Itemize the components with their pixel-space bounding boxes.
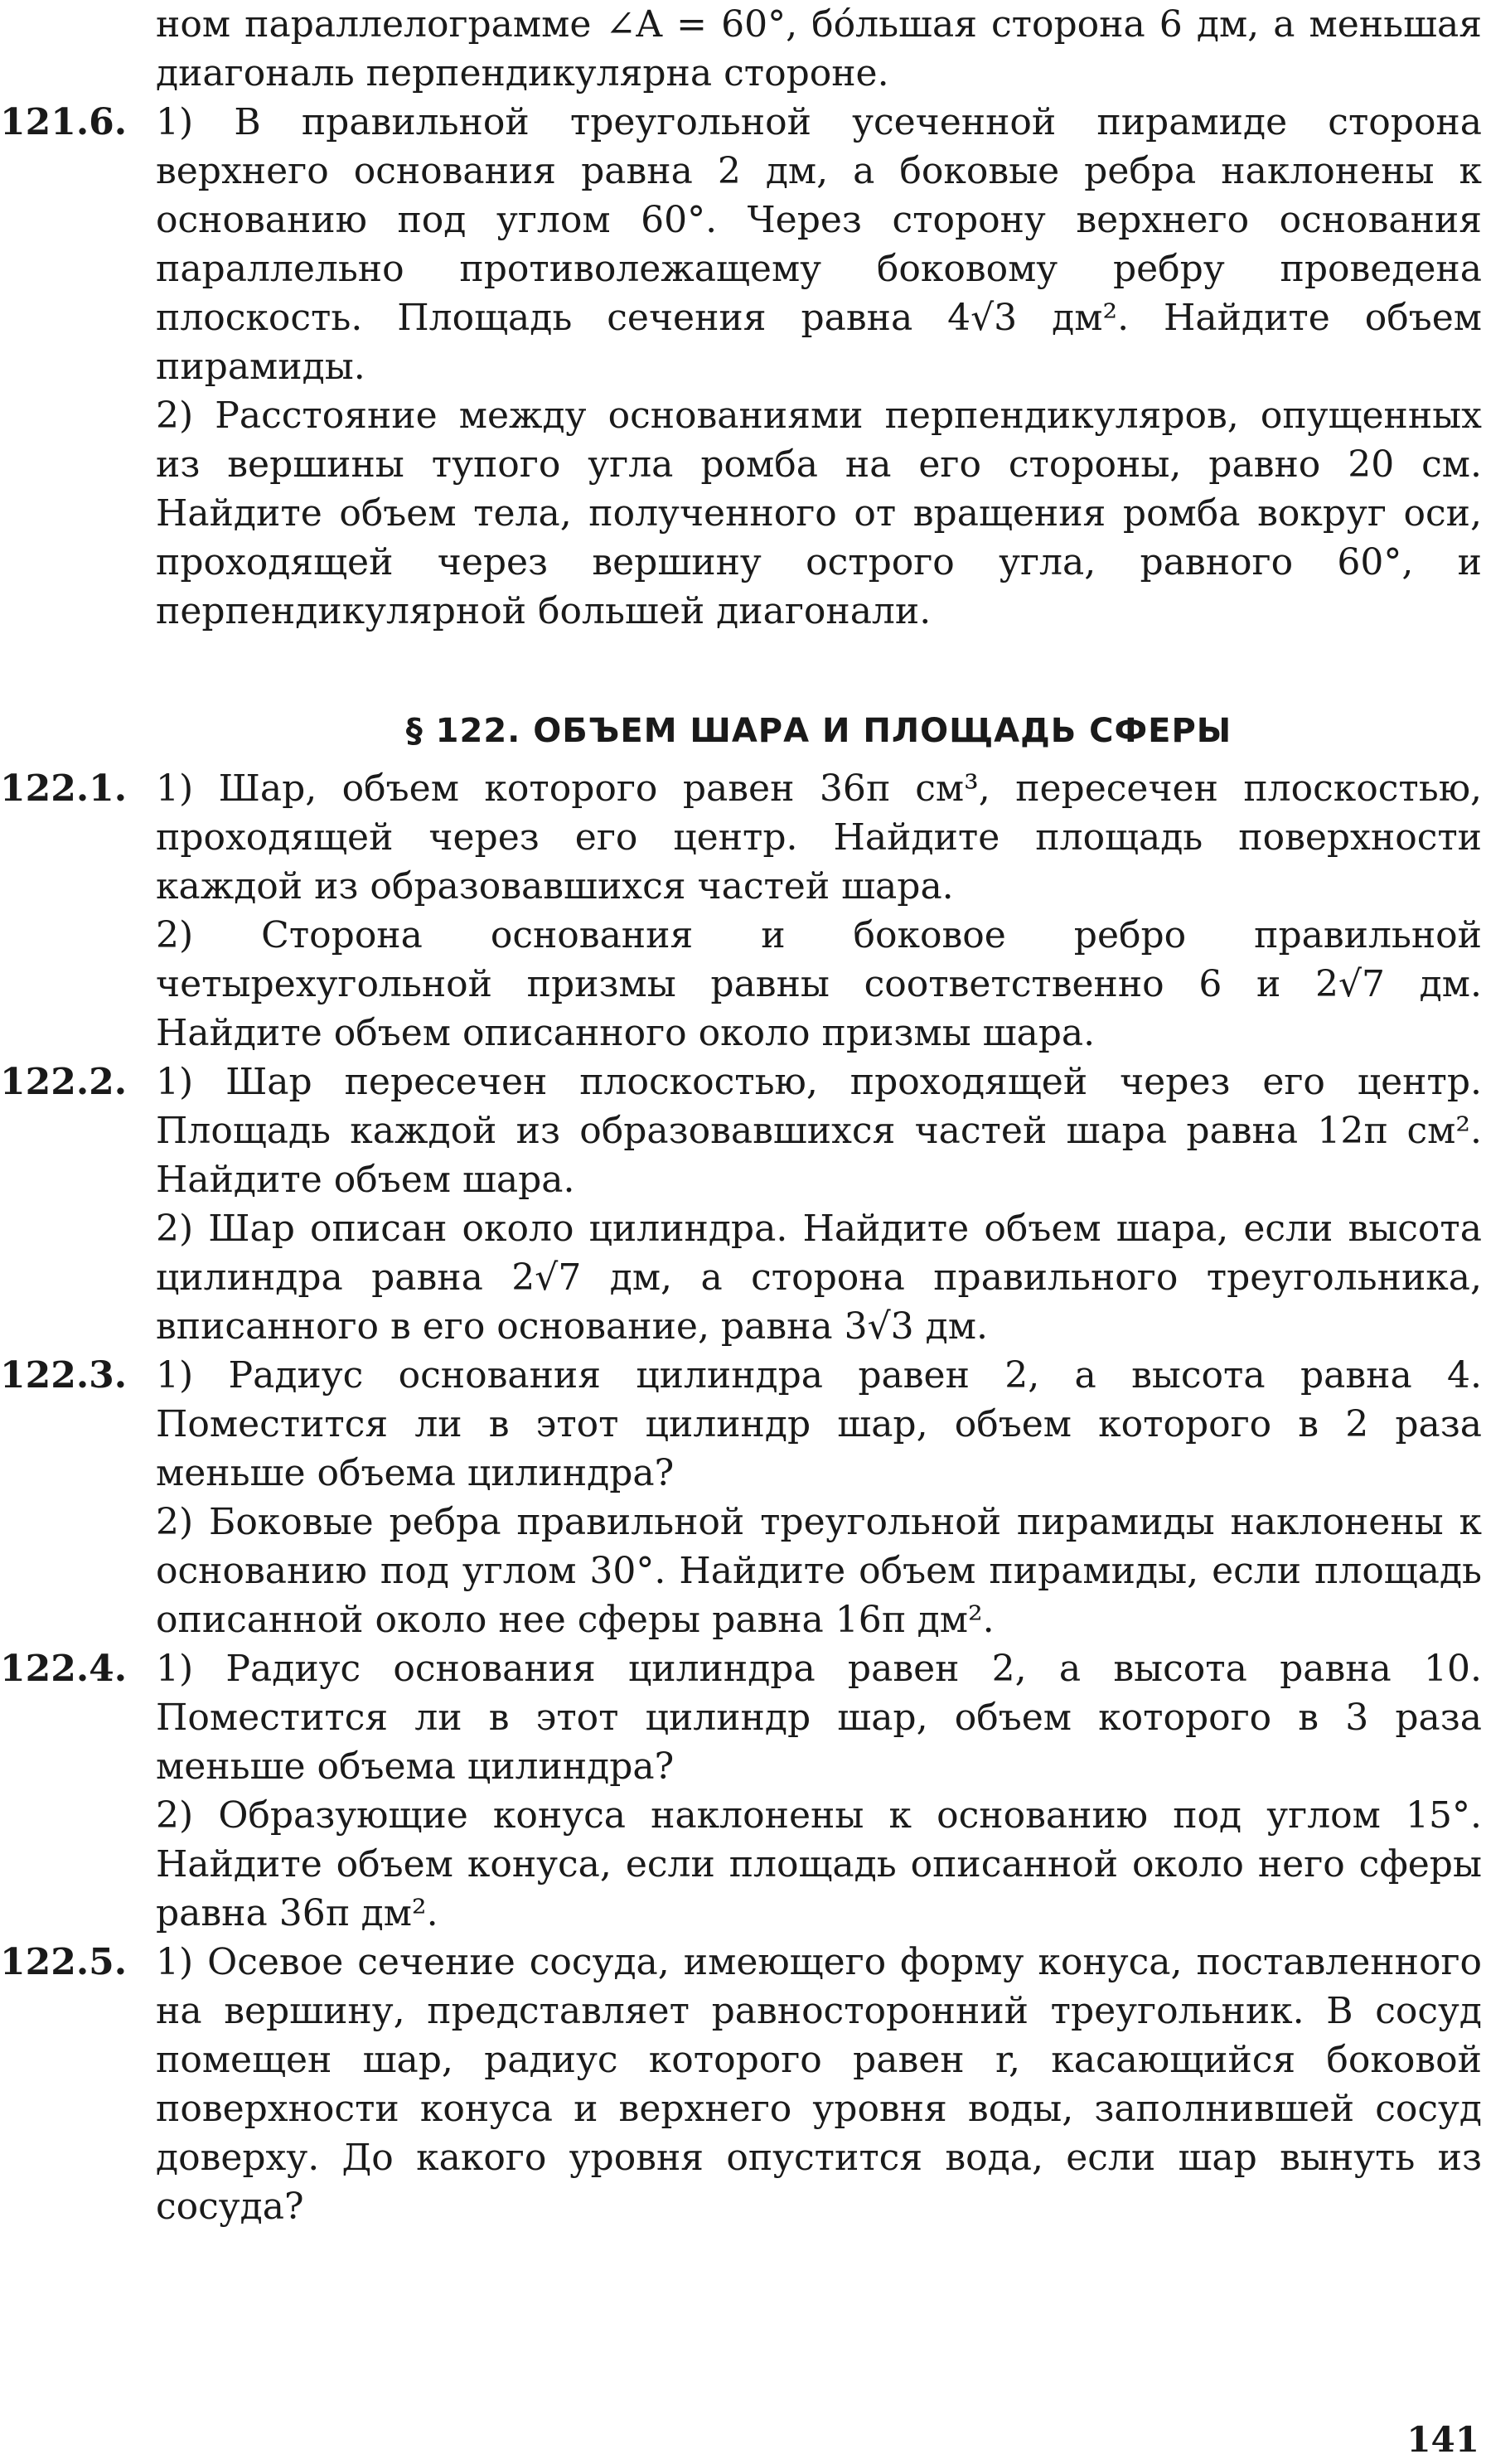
problem-number: 121.6. <box>0 101 128 143</box>
page-number: 141 <box>1406 2419 1479 2460</box>
problem-122-3 <box>0 1351 1482 1644</box>
problem-part: 1) Шар, объем которого равен 36π см³, пересечен плоскостью, проходящей через его центр. Найдите площадь поверхности каждой из образовавшихся частей шара. <box>156 767 1482 908</box>
problem-number: 122.5. <box>0 1941 128 1983</box>
problem-number: 122.3. <box>0 1354 128 1397</box>
problem-122-2 <box>0 1058 1482 1351</box>
problem-part: 2) Боковые ребра правильной треугольной пирамиды наклонены к основанию под углом 30°. Найдите объем пирамиды, если площадь описанной около нее сферы равна 16π дм². <box>156 1501 1482 1641</box>
problem-122-1 <box>0 764 1482 1058</box>
problem-part: 2) Расстояние между основаниями перпендикуляров, опущенных из вершины тупого угла ромба на его стороны, равно 20 см. Найдите объем тела, полученного от вращения ромба вокруг оси, проходящей через вершину острого угла, равного 60°, и перпендикулярной большей диагонали. <box>156 395 1482 632</box>
problem-part: 2) Сторона основания и боковое ребро правильной четырехугольной призмы равны соответственно 6 и 2√7 дм. Найдите объем описанного около призмы шара. <box>156 914 1482 1054</box>
problem-part: 2) Образующие конуса наклонены к основанию под углом 15°. Найдите объем конуса, если площадь описанной около него сферы равна 36π дм². <box>156 1794 1482 1934</box>
problem-122-5 <box>0 1938 1482 2231</box>
problem-part: 1) Осевое сечение сосуда, имеющего форму конуса, поставленного на вершину, представляет равносторонний треугольник. В сосуд помещен шар, радиус которого равен r, касающийся боковой поверхности конуса и верхнего уровня воды, заполнившей сосуд доверху. До какого уровня опустится вода, если шар вынуть из сосуда? <box>156 1941 1482 2228</box>
section-heading: § 122. ОБЪЕМ ШАРА И ПЛОЩАДЬ СФЕРЫ <box>405 712 1232 750</box>
problem-part: 2) Шар описан около цилиндра. Найдите объем шара, если высота цилиндра равна 2√7 дм, а сторона правильного треугольника, вписанного в его основание, равна 3√3 дм. <box>156 1208 1482 1348</box>
problem-number: 122.2. <box>0 1061 128 1103</box>
continuation-text: ном параллелограмме ∠A = 60°, бо́льшая сторона 6 дм, а меньшая диагональ перпендикулярна стороне. <box>156 3 1482 94</box>
problem-122-4 <box>0 1644 1482 1938</box>
problem-number: 122.1. <box>0 767 128 810</box>
problem-part: 1) В правильной треугольной усеченной пирамиде сторона верхнего основания равна 2 дм, а боковые ребра наклонены к основанию под углом 60°. Через сторону верхнего основания параллельно противолежащему боковому ребру проведена плоскость. Площадь сечения равна 4√3 дм². Найдите объем пирамиды. <box>156 101 1482 388</box>
problem-part: 1) Шар пересечен плоскостью, проходящей через его центр. Площадь каждой из образовавшихся частей шара равна 12π см². Найдите объем шара. <box>156 1061 1482 1201</box>
problem-part: 1) Радиус основания цилиндра равен 2, а высота равна 10. Поместится ли в этот цилиндр шар, объем которого в 3 раза меньше объема цилиндра? <box>156 1648 1482 1788</box>
problem-part: 1) Радиус основания цилиндра равен 2, а высота равна 4. Поместится ли в этот цилиндр шар, объем которого в 2 раза меньше объема цилиндра? <box>156 1354 1482 1494</box>
problem-121-6 <box>0 98 1482 636</box>
problem-number: 122.4. <box>0 1648 128 1690</box>
